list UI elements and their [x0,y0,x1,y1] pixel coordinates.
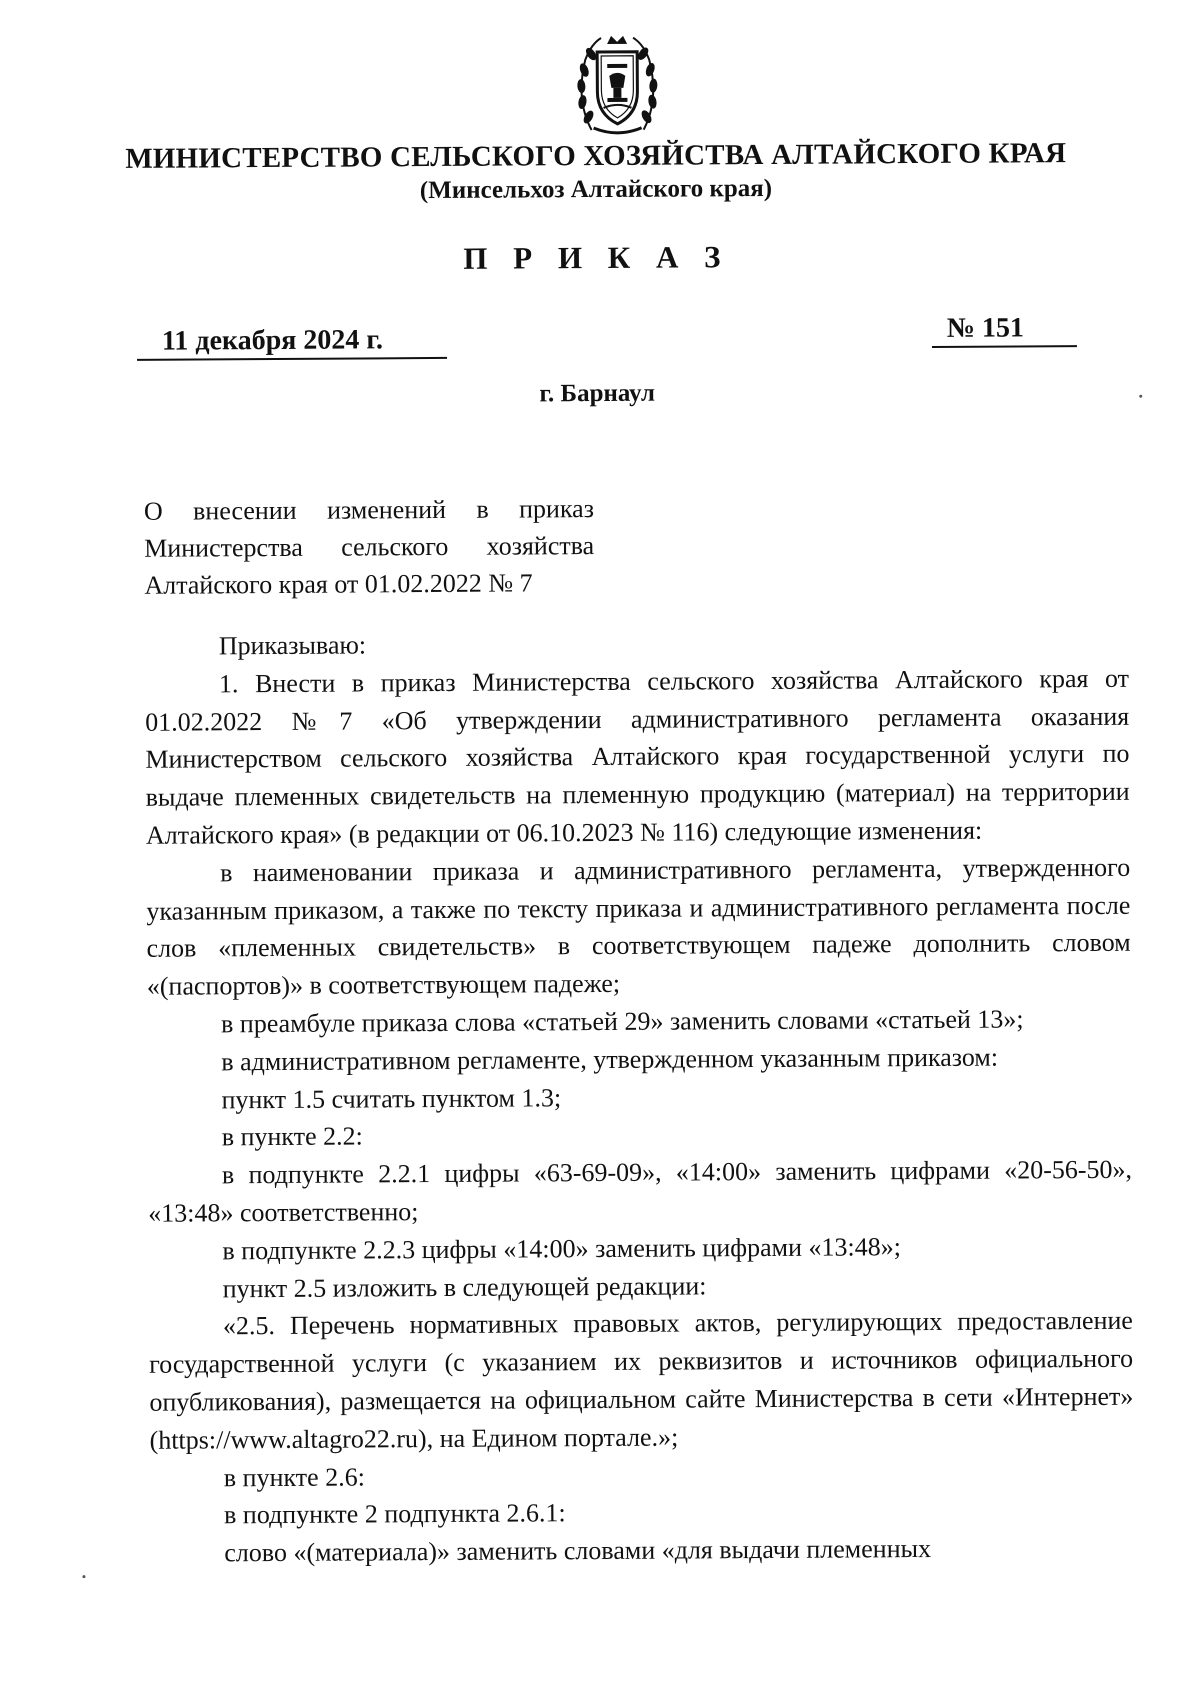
body-paragraph: в подпункте 2.2.1 цифры «63-69-09», «14:00» заменить цифрами «20-56-50», «13:48» соответственно; [148,1154,1133,1228]
ministry-short-name: (Минсельхоз Алтайского края) [419,174,773,205]
body-paragraph: в административном регламенте, утвержденном указанным приказом: [221,1042,999,1077]
body-paragraph: в пункте 2.2: [221,1121,363,1152]
order-body [145,622,1135,1573]
altai-krai-coat-of-arms-icon [571,30,664,143]
body-paragraph: в наименовании приказа и административного регламента, утвержденного указанным приказом, а также по тексту приказа и административного регламента после слов «племенных свидетельств» в соответствующем падеже дополнить словом «(паспортов)» в соответствующем падеже; [146,852,1131,1001]
order-date: 11 декабря 2024 г. [137,323,447,361]
body-paragraph: Приказываю: [218,630,367,661]
body-paragraph: пункт 1.5 считать пунктом 1.3; [221,1082,562,1114]
body-paragraph: в подпункте 2 подпункта 2.6.1: [223,1498,566,1530]
body-paragraph: в подпункте 2.2.3 цифры «14:00» заменить цифрами «13:48»; [222,1231,901,1266]
order-title: П Р И К А З [463,239,730,276]
body-paragraph: слово «(материала)» заменить словами «для выдачи племенных [224,1534,932,1568]
subject-line: Алтайского края от 01.02.2022 № 7 [144,568,533,600]
scan-speck [82,1575,85,1578]
body-paragraph: пункт 2.5 изложить в следующей редакции: [222,1270,707,1303]
body-paragraph: в пункте 2.6: [223,1461,365,1492]
body-paragraph: в преамбуле приказа слова «статьей 29» заменить словами «статьей 13»; [220,1004,1024,1039]
order-number: № 151 [932,311,1077,348]
body-paragraph: «2.5. Перечень нормативных правовых актов, регулирующих предоставление государственной услуги (с указанием их реквизитов и источников официального опубликования), размещается на официальном сайте Министерства в сети «Интернет» (https://www.altagro22.ru), на Едином портале.»; [149,1306,1134,1455]
ministry-name: МИНИСТЕРСТВО СЕЛЬСКОГО ХОЗЯЙСТВА АЛТАЙСКОГО КРАЯ [125,137,1067,175]
body-paragraph: 1. Внести в приказ Министерства сельского хозяйства Алтайского края от 01.02.2022 №7 «Об утверждении административного регламента оказания Министерством сельского хозяйства Алтайского края государственной услуги по выдаче племенных свидетельств на племенную продукцию (материал) на территории Алтайского края» (в редакции от 06.10.2023 № 116) следующие изменения: [145,663,1130,850]
order-city: г. Барнаул [539,379,656,408]
subject-line: О внесении изменений в приказ [143,494,595,526]
subject-line: Министерства сельского хозяйства [144,531,595,563]
order-subject [144,490,595,604]
scan-speck [1139,395,1142,398]
